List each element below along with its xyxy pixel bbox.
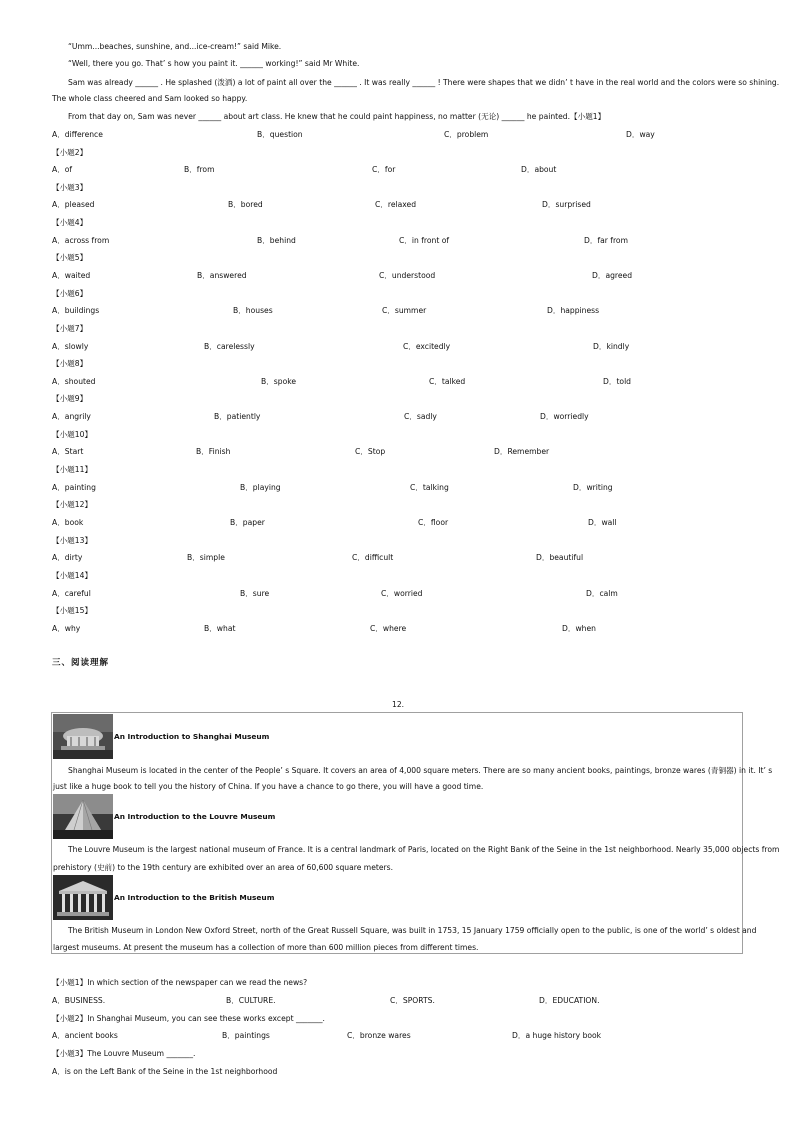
- section-heading: 三、阅读理解: [52, 658, 110, 668]
- option-a: A．across from: [52, 236, 110, 245]
- option-c: C．worried: [381, 589, 423, 598]
- option-c: C．talked: [429, 377, 466, 386]
- museum-text: prehistory (史前) to the 19th century are exhibited over an area of 60,600 square meters.: [53, 863, 394, 872]
- option-c: C．talking: [410, 483, 449, 492]
- option-c: C．understood: [379, 271, 436, 280]
- passage-line: The whole class cheered and Sam looked so happy.: [52, 94, 248, 103]
- question-label: 【小题5】: [52, 253, 88, 262]
- option-a: A．book: [52, 518, 84, 527]
- question-label: 【小题9】: [52, 394, 88, 403]
- museum-title: An Introduction to Shanghai Museum: [114, 732, 270, 741]
- option-a: A．shouted: [52, 377, 96, 386]
- option-a: A．angrily: [52, 412, 91, 421]
- option-d: D．kindly: [593, 342, 630, 351]
- option-c: C．bronze wares: [347, 1031, 411, 1040]
- option-d: D．happiness: [547, 306, 600, 315]
- option-c: C．Stop: [355, 447, 386, 456]
- option-c: C．floor: [418, 518, 449, 527]
- option-b: B．from: [184, 165, 215, 174]
- option-d: D．told: [603, 377, 631, 386]
- question-label: 【小题7】: [52, 324, 88, 333]
- question-label: 【小题11】: [52, 465, 93, 474]
- option-d: D．agreed: [592, 271, 633, 280]
- question-label: 【小题4】: [52, 218, 88, 227]
- option-b: B．paintings: [222, 1031, 270, 1040]
- option-a: A．BUSINESS.: [52, 996, 106, 1005]
- option-c: C．problem: [444, 130, 489, 139]
- option-b: B．behind: [257, 236, 296, 245]
- question-number: 12.: [392, 700, 405, 709]
- question-stem: 【小题3】The Louvre Museum _______.: [52, 1049, 196, 1058]
- option-d: D．EDUCATION.: [539, 996, 600, 1005]
- option-d: D．calm: [586, 589, 618, 598]
- option-d: D．beautiful: [536, 553, 584, 562]
- option-d: D．a huge history book: [512, 1031, 602, 1040]
- museum-title: An Introduction to the Louvre Museum: [114, 812, 276, 821]
- option-b: B．question: [257, 130, 303, 139]
- passage-line: “Umm...beaches, sunshine, and...ice-cream!” said Mike.: [68, 42, 282, 51]
- option-a: A．dirty: [52, 553, 83, 562]
- option-d: D．about: [521, 165, 557, 174]
- option-c: C．in front of: [399, 236, 450, 245]
- option-b: B．simple: [187, 553, 225, 562]
- museum-text: largest museums. At present the museum has a collection of more than 600 million pieces from different times.: [53, 943, 479, 952]
- question-label: 【小题15】: [52, 606, 93, 615]
- option-c: C．difficult: [352, 553, 394, 562]
- question-label: 【小题12】: [52, 500, 93, 509]
- museum-text: Shanghai Museum is located in the center of the People’ s Square. It covers an area of 4,000 square meters. There are so many ancient books, paintings, bronze wares (青铜器) in it. It’ s: [68, 766, 773, 775]
- museum-text: The Louvre Museum is the largest national museum of France. It is a central landmark of Paris, located on the Right Bank of the Seine in the 1st neighborhood. Nearly 35,000 objects from: [68, 845, 780, 854]
- option-a: A．buildings: [52, 306, 100, 315]
- option-d: D．way: [626, 130, 655, 139]
- question-label: 【小题2】: [52, 148, 88, 157]
- museum-text: just like a huge book to tell you the history of China. If you have a chance to go there, you will have a good time.: [53, 782, 484, 791]
- question-label: 【小题6】: [52, 289, 88, 298]
- question-label: 【小题3】: [52, 183, 88, 192]
- option-c: C．summer: [382, 306, 427, 315]
- option-b: B．Finish: [196, 447, 231, 456]
- option-a: A．waited: [52, 271, 91, 280]
- option-c: C．relaxed: [375, 200, 417, 209]
- question-label: 【小题10】: [52, 430, 93, 439]
- option-c: C．SPORTS.: [390, 996, 435, 1005]
- option-b: B．what: [204, 624, 236, 633]
- option-a: A．why: [52, 624, 81, 633]
- option-a: A．Start: [52, 447, 84, 456]
- question-stem: 【小题1】In which section of the newspaper can we read the news?: [52, 978, 308, 987]
- option-c: C．for: [372, 165, 396, 174]
- passage-line: “Well, there you go. That’ s how you paint it. ______ working!” said Mr White.: [68, 59, 360, 68]
- louvre-museum-photo: [53, 794, 113, 839]
- option-a: A．painting: [52, 483, 96, 492]
- option-c: C．where: [370, 624, 407, 633]
- option-a: A．is on the Left Bank of the Seine in the 1st neighborhood: [52, 1067, 278, 1076]
- option-b: B．houses: [233, 306, 273, 315]
- british-museum-photo: [53, 875, 113, 920]
- option-b: B．patiently: [214, 412, 261, 421]
- option-a: A．difference: [52, 130, 103, 139]
- question-label: 【小题14】: [52, 571, 93, 580]
- shanghai-museum-photo: [53, 714, 113, 759]
- option-b: B．CULTURE.: [226, 996, 276, 1005]
- option-a: A．careful: [52, 589, 91, 598]
- option-d: D．writing: [573, 483, 613, 492]
- museum-text: The British Museum in London New Oxford Street, north of the Great Russell Square, was built in 1753, 15 January 1759 officially open to the public, is one of the world’ s oldest and: [68, 926, 757, 935]
- option-b: B．playing: [240, 483, 281, 492]
- museum-title: An Introduction to the British Museum: [114, 893, 275, 902]
- question-stem: 【小题2】In Shanghai Museum, you can see these works except _______.: [52, 1014, 325, 1023]
- passage-line: From that day on, Sam was never ______ about art class. He knew that he could paint happiness, no matter (无论) ______ he painted.【小题1】: [68, 112, 606, 121]
- option-c: C．excitedly: [403, 342, 451, 351]
- option-b: B．carelessly: [204, 342, 255, 351]
- option-b: B．paper: [230, 518, 265, 527]
- option-d: D．wall: [588, 518, 617, 527]
- question-label: 【小题8】: [52, 359, 88, 368]
- option-a: A．of: [52, 165, 73, 174]
- option-b: B．bored: [228, 200, 263, 209]
- question-label: 【小题13】: [52, 536, 93, 545]
- option-d: D．far from: [584, 236, 628, 245]
- museum-articles-box: [51, 712, 780, 954]
- option-d: D．when: [562, 624, 596, 633]
- option-c: C．sadly: [404, 412, 437, 421]
- option-a: A．slowly: [52, 342, 89, 351]
- option-d: D．worriedly: [540, 412, 589, 421]
- passage-line: Sam was already ______ . He splashed (泼洒) a lot of paint all over the ______ . It was really ______ ! There were shapes that we didn’ t have in the real world and the colors were so shining.: [68, 78, 780, 87]
- option-d: D．surprised: [542, 200, 591, 209]
- option-b: B．spoke: [261, 377, 297, 386]
- option-a: A．pleased: [52, 200, 95, 209]
- option-b: B．sure: [240, 589, 270, 598]
- option-a: A．ancient books: [52, 1031, 118, 1040]
- option-d: D．Remember: [494, 447, 550, 456]
- option-b: B．answered: [197, 271, 247, 280]
